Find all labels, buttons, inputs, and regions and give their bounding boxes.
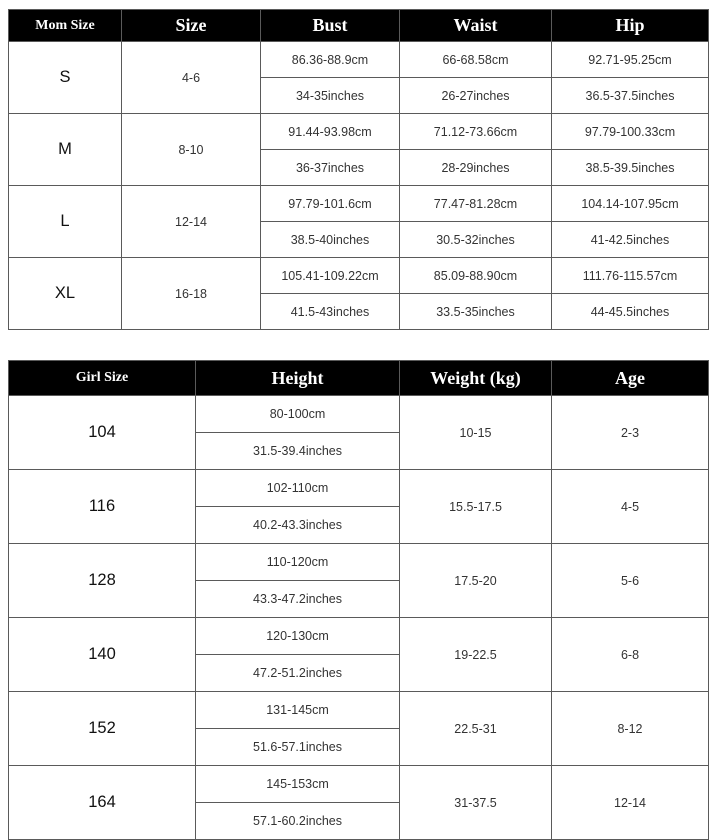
waist-header: Waist	[400, 10, 552, 42]
hip-cm-cell: 97.79-100.33cm	[552, 114, 709, 150]
bust-cm-cell: 91.44-93.98cm	[261, 114, 400, 150]
height-cm-cell: 145-153cm	[196, 766, 400, 803]
bust-cm-cell: 86.36-88.9cm	[261, 42, 400, 78]
hip-header: Hip	[552, 10, 709, 42]
height-cm-cell: 80-100cm	[196, 396, 400, 433]
age-header: Age	[552, 361, 709, 396]
mom-size-header: Mom Size	[9, 10, 122, 42]
height-inch-cell: 47.2-51.2inches	[196, 655, 400, 692]
table-row	[9, 258, 709, 294]
bust-inch-cell: 34-35inches	[261, 78, 400, 114]
age-cell: 4-5	[552, 470, 709, 544]
girl-size-header: Girl Size	[9, 361, 196, 396]
mom-size-table	[8, 9, 709, 330]
waist-inch-cell: 30.5-32inches	[400, 222, 552, 258]
weight-cell: 10-15	[400, 396, 552, 470]
height-cm-cell: 120-130cm	[196, 618, 400, 655]
weight-header: Weight (kg)	[400, 361, 552, 396]
table-row	[9, 186, 709, 222]
waist-inch-cell: 28-29inches	[400, 150, 552, 186]
age-cell: 2-3	[552, 396, 709, 470]
age-cell: 8-12	[552, 692, 709, 766]
girl-size-table	[8, 360, 709, 840]
age-cell: 12-14	[552, 766, 709, 840]
height-inch-cell: 40.2-43.3inches	[196, 507, 400, 544]
table-row	[9, 42, 709, 78]
weight-cell: 15.5-17.5	[400, 470, 552, 544]
mom-size-cell: S	[9, 42, 122, 114]
bust-cm-cell: 97.79-101.6cm	[261, 186, 400, 222]
hip-cm-cell: 111.76-115.57cm	[552, 258, 709, 294]
waist-cm-cell: 66-68.58cm	[400, 42, 552, 78]
mom-size-cell: M	[9, 114, 122, 186]
table-row	[9, 692, 709, 729]
height-cm-cell: 102-110cm	[196, 470, 400, 507]
mom-header-row	[9, 10, 709, 42]
waist-cm-cell: 85.09-88.90cm	[400, 258, 552, 294]
size-range-cell: 4-6	[122, 42, 261, 114]
weight-cell: 22.5-31	[400, 692, 552, 766]
hip-inch-cell: 44-45.5inches	[552, 294, 709, 330]
height-inch-cell: 57.1-60.2inches	[196, 803, 400, 840]
table-row	[9, 618, 709, 655]
waist-cm-cell: 77.47-81.28cm	[400, 186, 552, 222]
girl-size-cell: 116	[9, 470, 196, 544]
waist-cm-cell: 71.12-73.66cm	[400, 114, 552, 150]
weight-cell: 17.5-20	[400, 544, 552, 618]
table-row	[9, 396, 709, 433]
size-range-cell: 8-10	[122, 114, 261, 186]
girl-size-cell: 128	[9, 544, 196, 618]
size-range-cell: 12-14	[122, 186, 261, 258]
height-inch-cell: 43.3-47.2inches	[196, 581, 400, 618]
girl-size-cell: 104	[9, 396, 196, 470]
girl-header-row	[9, 361, 709, 396]
weight-cell: 19-22.5	[400, 618, 552, 692]
bust-inch-cell: 36-37inches	[261, 150, 400, 186]
girl-size-cell: 140	[9, 618, 196, 692]
hip-cm-cell: 104.14-107.95cm	[552, 186, 709, 222]
size-header: Size	[122, 10, 261, 42]
waist-inch-cell: 33.5-35inches	[400, 294, 552, 330]
girl-size-cell: 164	[9, 766, 196, 840]
hip-inch-cell: 41-42.5inches	[552, 222, 709, 258]
height-inch-cell: 31.5-39.4inches	[196, 433, 400, 470]
waist-inch-cell: 26-27inches	[400, 78, 552, 114]
table-row	[9, 470, 709, 507]
mom-size-cell: XL	[9, 258, 122, 330]
weight-cell: 31-37.5	[400, 766, 552, 840]
hip-cm-cell: 92.71-95.25cm	[552, 42, 709, 78]
bust-cm-cell: 105.41-109.22cm	[261, 258, 400, 294]
table-row	[9, 114, 709, 150]
height-inch-cell: 51.6-57.1inches	[196, 729, 400, 766]
height-header: Height	[196, 361, 400, 396]
bust-inch-cell: 41.5-43inches	[261, 294, 400, 330]
age-cell: 5-6	[552, 544, 709, 618]
height-cm-cell: 131-145cm	[196, 692, 400, 729]
bust-inch-cell: 38.5-40inches	[261, 222, 400, 258]
age-cell: 6-8	[552, 618, 709, 692]
bust-header: Bust	[261, 10, 400, 42]
mom-size-cell: L	[9, 186, 122, 258]
height-cm-cell: 110-120cm	[196, 544, 400, 581]
table-row	[9, 766, 709, 803]
hip-inch-cell: 38.5-39.5inches	[552, 150, 709, 186]
table-row	[9, 544, 709, 581]
girl-size-cell: 152	[9, 692, 196, 766]
size-range-cell: 16-18	[122, 258, 261, 330]
hip-inch-cell: 36.5-37.5inches	[552, 78, 709, 114]
